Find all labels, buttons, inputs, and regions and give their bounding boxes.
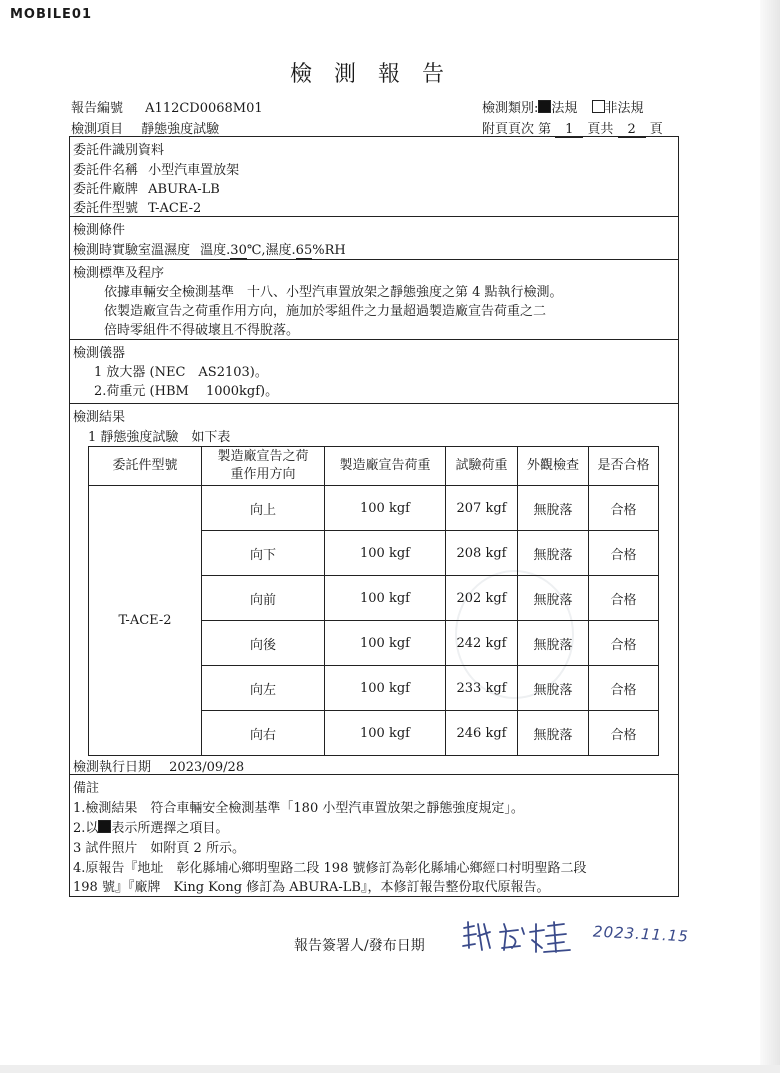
test-item-value: 靜態強度試驗 bbox=[141, 122, 220, 137]
report-number-value: A112CD0068M01 bbox=[145, 101, 263, 116]
col-header-declared-load: 製造廠宣告荷重 bbox=[325, 447, 446, 486]
report-title: 檢測報告 bbox=[289, 62, 466, 87]
remark-2-pre: 2.以 bbox=[73, 821, 99, 836]
category-nonregulatory-label: 非法規 bbox=[604, 101, 644, 116]
table-row bbox=[89, 486, 659, 531]
cell-declared-load: 100 kgf bbox=[325, 486, 446, 531]
cell-pass: 合格 bbox=[589, 576, 659, 621]
col-header-direction-line1: 製造廠宣告之荷 bbox=[217, 449, 309, 464]
report-number bbox=[71, 97, 263, 116]
cell-declared-load: 100 kgf bbox=[325, 711, 446, 756]
col-header-direction-line2: 重作用方向 bbox=[230, 467, 296, 482]
remark-3: 3 試件照片 如附頁 2 所示。 bbox=[73, 841, 245, 856]
checkbox-regulatory bbox=[538, 100, 551, 113]
instrument-item: 2.荷重元 (HBM 1000kgf)。 bbox=[94, 384, 279, 399]
page-label-pre: 附頁頁次 第 bbox=[482, 122, 552, 137]
cell-pass: 合格 bbox=[589, 666, 659, 711]
cell-direction: 向右 bbox=[202, 711, 325, 756]
cell-pass: 合格 bbox=[589, 711, 659, 756]
conditions-env-label: 檢測時實驗室溫濕度 bbox=[73, 243, 191, 258]
remark-4-line-2: 198 號』『廠牌 King Kong 修訂為 ABURA-LB』，本修訂報告整份取代原報告。 bbox=[73, 880, 550, 895]
cell-pass: 合格 bbox=[589, 621, 659, 666]
standard-line-3: 倍時零組件不得破壞且不得脫落。 bbox=[104, 323, 300, 338]
table-header-row bbox=[89, 447, 659, 486]
execution-date-label: 檢測執行日期 bbox=[73, 760, 152, 775]
cell-appearance: 無脫落 bbox=[518, 576, 589, 621]
execution-date bbox=[73, 756, 244, 775]
cell-test-load: 208 kgf bbox=[446, 531, 518, 576]
page-current: 1 bbox=[555, 122, 583, 138]
humidity-label: 濕度. bbox=[265, 243, 296, 258]
humidity-unit: %RH bbox=[312, 243, 346, 258]
category-regulatory-label: 法規 bbox=[551, 101, 578, 116]
paper-edge bbox=[760, 0, 780, 1073]
cell-appearance: 無脫落 bbox=[518, 711, 589, 756]
temp-label: 溫度. bbox=[200, 243, 231, 258]
remark-2-post: 表示所選擇之項目。 bbox=[111, 821, 229, 836]
report-number-label: 報告編號 bbox=[71, 101, 124, 116]
cell-pass: 合格 bbox=[589, 531, 659, 576]
test-item-label: 檢測項目 bbox=[71, 122, 124, 137]
col-header-test-load: 試驗荷重 bbox=[446, 447, 518, 486]
col-header-appearance: 外觀檢查 bbox=[518, 447, 589, 486]
cell-test-load: 202 kgf bbox=[446, 576, 518, 621]
divider bbox=[69, 259, 678, 260]
execution-date-value: 2023/09/28 bbox=[169, 760, 245, 775]
remark-4-line-1: 4.原報告『地址 彰化縣埔心鄉明聖路二段 198 號修訂為彰化縣埔心鄉經口村明聖路二段 bbox=[73, 861, 587, 876]
handwritten-signature bbox=[460, 918, 580, 958]
instruments-section-title: 檢測儀器 bbox=[73, 346, 126, 361]
cell-test-load: 246 kgf bbox=[446, 711, 518, 756]
cell-declared-load: 100 kgf bbox=[325, 531, 446, 576]
cell-test-load: 207 kgf bbox=[446, 486, 518, 531]
cell-appearance: 無脫落 bbox=[518, 666, 589, 711]
col-header-pass: 是否合格 bbox=[589, 447, 659, 486]
cell-appearance: 無脫落 bbox=[518, 531, 589, 576]
specimen-model-value: T-ACE-2 bbox=[148, 201, 202, 216]
page-label-post: 頁 bbox=[649, 122, 663, 137]
cell-declared-load: 100 kgf bbox=[325, 666, 446, 711]
checkbox-nonregulatory bbox=[592, 100, 605, 113]
temp-unit: ℃, bbox=[246, 243, 266, 258]
signer-label: 報告簽署人/發布日期 bbox=[294, 938, 425, 954]
cell-direction: 向前 bbox=[202, 576, 325, 621]
cell-direction: 向左 bbox=[202, 666, 325, 711]
specimen-model-label: 委託件型號 bbox=[73, 201, 139, 216]
cell-declared-load: 100 kgf bbox=[325, 621, 446, 666]
specimen-brand-label: 委託件廠牌 bbox=[73, 182, 139, 197]
cell-test-load: 233 kgf bbox=[446, 666, 518, 711]
signature-date: 2023.11.15 bbox=[592, 922, 690, 946]
cell-direction: 向下 bbox=[202, 531, 325, 576]
cell-appearance: 無脫落 bbox=[518, 486, 589, 531]
standard-line-1: 依據車輛安全檢測基準 十八、小型汽車置放架之靜態強度之第 4 點執行檢測。 bbox=[104, 285, 563, 300]
page-label-mid: 頁共 bbox=[587, 122, 614, 137]
col-header-direction bbox=[202, 447, 325, 486]
specimen-brand bbox=[73, 178, 220, 197]
specimen-section-title: 委託件識別資料 bbox=[73, 143, 165, 158]
test-category-label: 檢測類別: bbox=[482, 101, 539, 116]
cell-model: T-ACE-2 bbox=[89, 486, 202, 756]
remark-1: 1.檢測結果 符合車輛安全檢測基準「180 小型汽車置放架之靜態強度規定」。 bbox=[73, 801, 524, 816]
col-header-model: 委託件型號 bbox=[89, 447, 202, 486]
cell-test-load: 242 kgf bbox=[446, 621, 518, 666]
results-table bbox=[88, 446, 659, 756]
cell-direction: 向後 bbox=[202, 621, 325, 666]
divider bbox=[69, 339, 678, 340]
remark-2 bbox=[73, 817, 228, 836]
specimen-name bbox=[73, 159, 239, 178]
test-item bbox=[71, 118, 219, 137]
cell-direction: 向上 bbox=[202, 486, 325, 531]
cell-pass: 合格 bbox=[589, 486, 659, 531]
filled-box-symbol bbox=[98, 820, 111, 833]
page-info bbox=[482, 118, 663, 138]
results-subtitle: 1 靜態強度試驗 如下表 bbox=[88, 430, 231, 445]
page-total: 2 bbox=[618, 122, 646, 138]
specimen-name-value: 小型汽車置放架 bbox=[148, 163, 240, 178]
specimen-name-label: 委託件名稱 bbox=[73, 163, 139, 178]
mobile01-logo bbox=[10, 7, 92, 22]
remarks-section-title: 備註 bbox=[73, 781, 100, 796]
results-section-title: 檢測結果 bbox=[73, 410, 126, 425]
logo-text: MOBILE01 bbox=[10, 7, 92, 22]
standard-line-2: 依製造廠宣告之荷重作用方向，施加於零組件之力量超過製造廠宣告荷重之二 bbox=[104, 304, 547, 319]
divider bbox=[69, 216, 678, 217]
conditions-env bbox=[73, 239, 346, 259]
standard-section-title: 檢測標準及程序 bbox=[73, 266, 165, 281]
temp-value: 30 bbox=[230, 243, 247, 258]
test-category bbox=[482, 97, 644, 116]
humidity-value: 65 bbox=[295, 243, 313, 258]
specimen-brand-value: ABURA-LB bbox=[148, 182, 220, 197]
specimen-model bbox=[73, 197, 201, 216]
divider bbox=[69, 403, 678, 404]
instrument-item: 1 放大器 (NEC AS2103)。 bbox=[94, 365, 268, 380]
conditions-section-title: 檢測條件 bbox=[73, 223, 126, 238]
paper-bottom-edge bbox=[0, 1065, 780, 1073]
cell-appearance: 無脫落 bbox=[518, 621, 589, 666]
cell-declared-load: 100 kgf bbox=[325, 576, 446, 621]
